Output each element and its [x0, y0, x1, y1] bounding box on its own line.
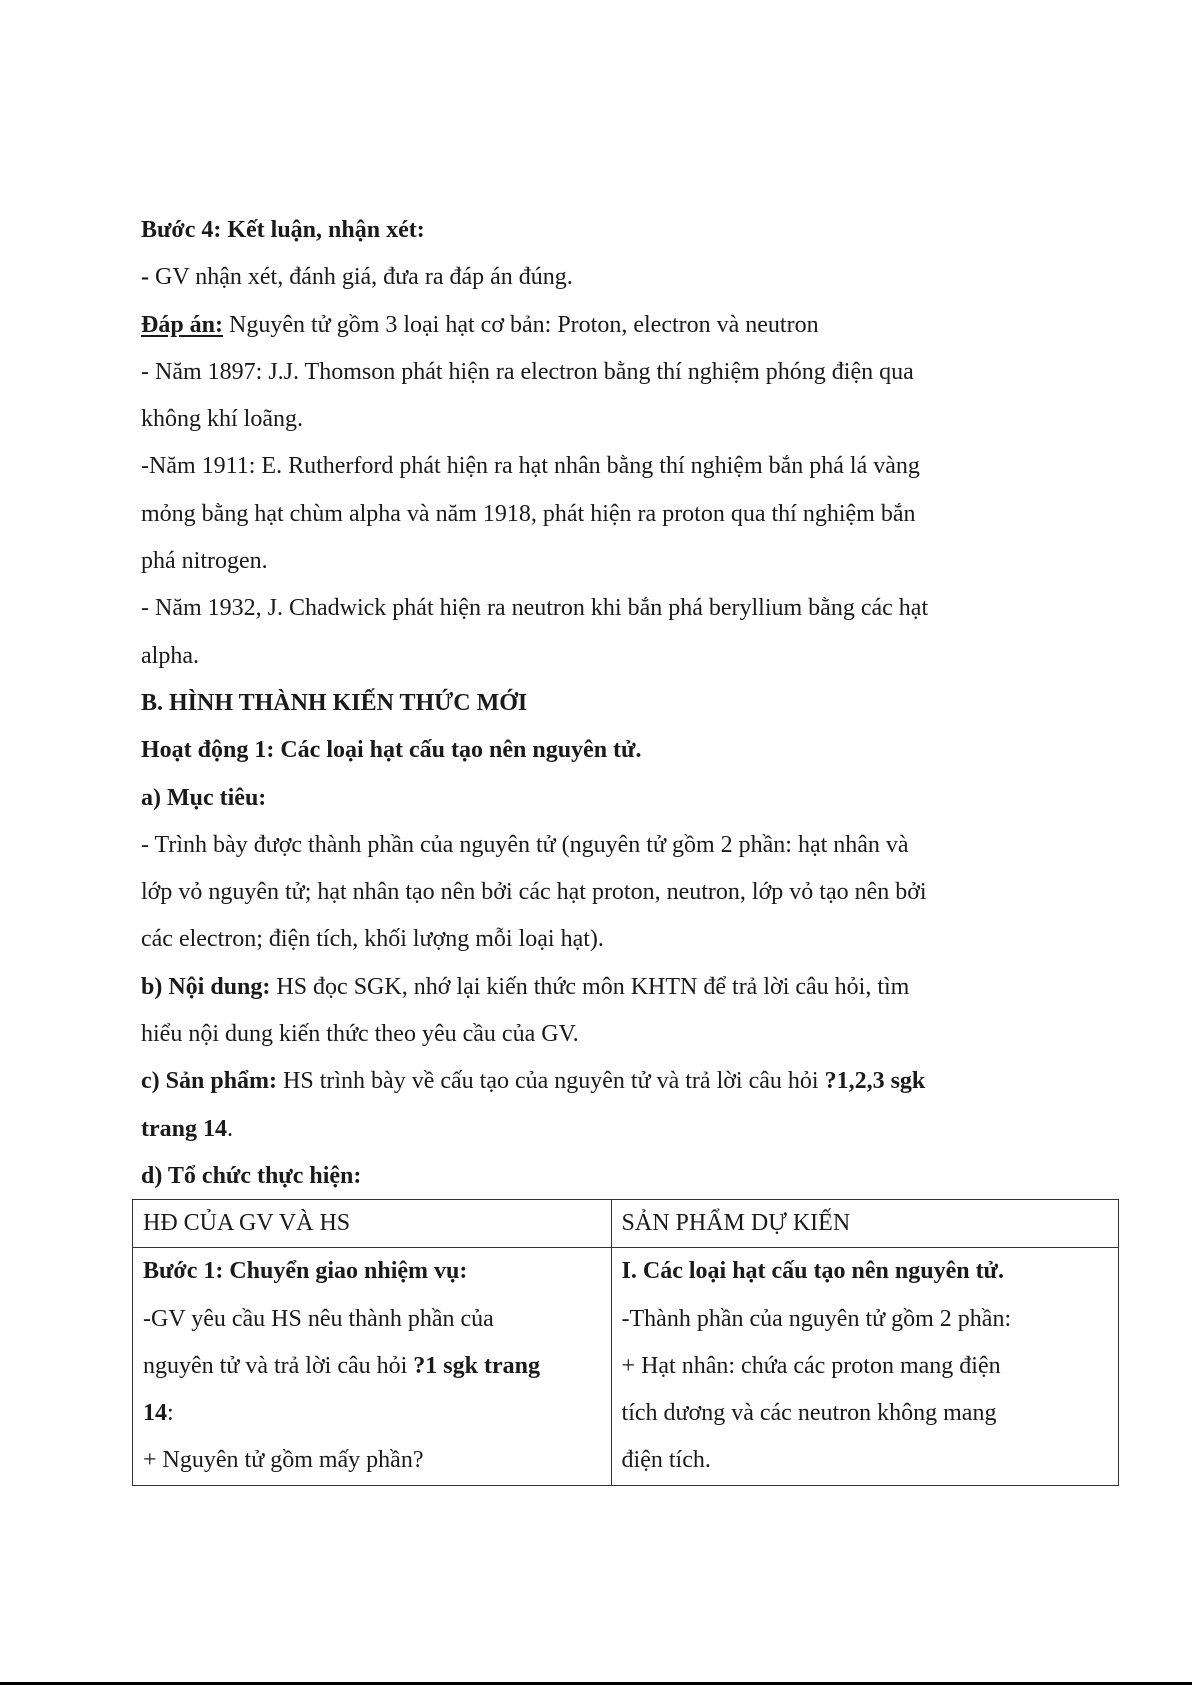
step1-line: -GV yêu cầu HS nêu thành phần của	[143, 1305, 494, 1332]
activity-table	[132, 1199, 1119, 1486]
history-line: - Năm 1897: J.J. Thomson phát hiện ra electron bằng thí nghiệm phóng điện qua	[141, 358, 914, 385]
gv-dash: -	[141, 264, 149, 291]
section-b-title: B. HÌNH THÀNH KIẾN THỨC MỚI	[141, 689, 528, 716]
content-text: HS đọc SGK, nhớ lại kiến thức môn KHTN để trả lời câu hỏi, tìm	[270, 973, 910, 1000]
activity-title: Hoạt động 1: Các loại hạt cấu tạo nên nguyên tử.	[141, 737, 642, 764]
step4-heading: Bước 4: Kết luận, nhận xét:	[141, 217, 425, 243]
answer-label: Đáp án:	[141, 311, 224, 338]
product-line	[141, 1058, 1121, 1105]
table-header-gv-hs: HĐ CỦA GV VÀ HS	[133, 1200, 612, 1248]
document-body	[141, 207, 1121, 1200]
organization-label: d) Tổ chức thực hiện:	[141, 1162, 362, 1189]
step1-ref: ?1 sgk trang	[413, 1352, 540, 1379]
product-line: + Hạt nhân: chứa các proton mang điện	[621, 1352, 1001, 1379]
content-label: b) Nội dung:	[141, 973, 271, 1000]
product-ref-page: trang 14	[141, 1115, 227, 1142]
gv-feedback-text: GV nhận xét, đánh giá, đưa ra đáp án đúng.	[149, 264, 573, 291]
step1-question: + Nguyên tử gồm mấy phần?	[143, 1447, 424, 1474]
product-line: điện tích.	[621, 1447, 711, 1474]
step1-colon: :	[167, 1400, 174, 1427]
product-label: c) Sản phẩm:	[141, 1068, 278, 1095]
history-line: mỏng bằng hạt chùm alpha và năm 1918, phát hiện ra proton qua thí nghiệm bắn	[141, 500, 916, 527]
history-line: không khí loãng.	[141, 406, 303, 433]
product-ref: ?1,2,3 sgk	[824, 1068, 926, 1095]
content-line-2: hiểu nội dung kiến thức theo yêu cầu của GV.	[141, 1021, 579, 1048]
table-header-product: SẢN PHẨM DỰ KIẾN	[611, 1200, 1118, 1248]
step1-ref-page: 14	[143, 1400, 167, 1427]
product-line: tích dương và các neutron không mang	[621, 1400, 997, 1427]
objective-line: các electron; điện tích, khối lượng mỗi loại hạt).	[141, 926, 604, 953]
product-line-2	[141, 1106, 1121, 1153]
step1-line	[143, 1343, 601, 1390]
gv-feedback-line	[141, 254, 1121, 301]
history-line: -Năm 1911: E. Rutherford phát hiện ra hạt nhân bằng thí nghiệm bắn phá lá vàng	[141, 453, 920, 480]
objective-line: lớp vỏ nguyên tử; hạt nhân tạo nên bởi các hạt proton, neutron, lớp vỏ tạo nên bởi	[141, 879, 927, 906]
table-cell-expected-product	[611, 1248, 1118, 1485]
product-text: HS trình bày về cấu tạo của nguyên tử và trả lời câu hỏi	[277, 1068, 825, 1095]
step1-line	[143, 1390, 601, 1437]
history-line: - Năm 1932, J. Chadwick phát hiện ra neutron khi bắn phá beryllium bằng các hạt	[141, 595, 929, 622]
product-end: .	[227, 1115, 233, 1142]
product-title: I. Các loại hạt cấu tạo nên nguyên tử.	[621, 1258, 1004, 1285]
content-line	[141, 964, 1121, 1011]
step1-title: Bước 1: Chuyển giao nhiệm vụ:	[143, 1258, 468, 1285]
table-cell-activities	[133, 1248, 612, 1485]
product-line: -Thành phần của nguyên tử gồm 2 phần:	[621, 1305, 1012, 1332]
objective-label: a) Mục tiêu:	[141, 784, 267, 811]
history-line: phá nitrogen.	[141, 548, 268, 575]
table-header-row	[133, 1200, 1119, 1248]
answer-line	[141, 302, 1121, 349]
step1-text: nguyên tử và trả lời câu hỏi	[143, 1352, 414, 1379]
table-row	[133, 1248, 1119, 1485]
answer-text: Nguyên tử gồm 3 loại hạt cơ bản: Proton, electron và neutron	[223, 311, 819, 338]
history-line: alpha.	[141, 642, 199, 669]
objective-line: - Trình bày được thành phần của nguyên tử (nguyên tử gồm 2 phần: hạt nhân và	[141, 831, 909, 858]
